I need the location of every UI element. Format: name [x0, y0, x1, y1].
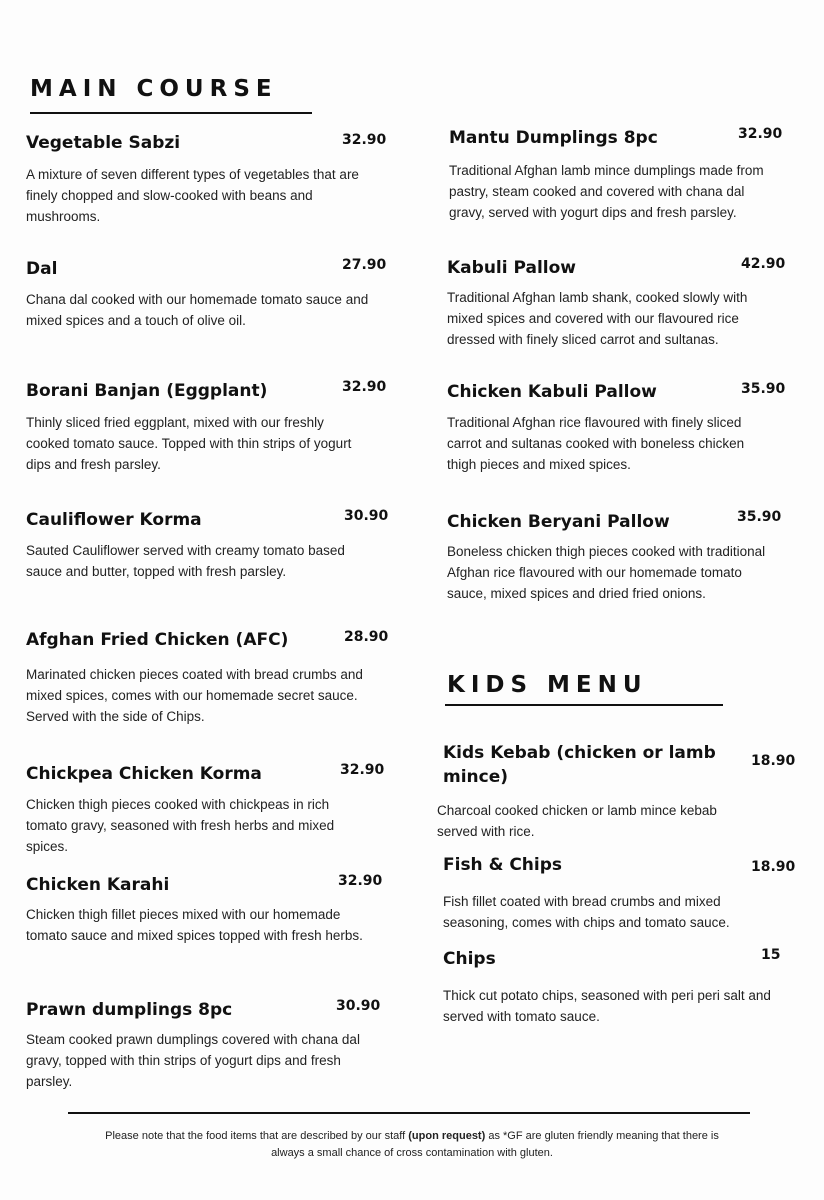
item-price: 32.90	[340, 762, 385, 778]
item-name: Prawn dumplings 8pc	[26, 1000, 233, 1020]
item-description: Thick cut potato chips, seasoned with peri peri salt and served with tomato sauce.	[443, 988, 771, 1024]
item-description: Traditional Afghan lamb mince dumplings made from pastry, steam cooked and covered with chana dal gravy, served with yogurt dips and fresh parsley.	[449, 163, 764, 220]
item-name: Chicken Beryani Pallow	[447, 512, 670, 532]
item-name: Chicken Karahi	[26, 875, 170, 895]
item-name: Kids Kebab (chicken or lamb mince)	[443, 743, 716, 787]
item-price: 32.90	[738, 126, 783, 142]
item-price: 35.90	[741, 381, 786, 397]
item-description: Chicken thigh pieces cooked with chickpeas in rich tomato gravy, seasoned with fresh herbs and mixed spices.	[26, 797, 335, 854]
item-name: Afghan Fried Chicken (AFC)	[26, 630, 289, 650]
item-name: Kabuli Pallow	[447, 258, 577, 278]
item-name: Vegetable Sabzi	[26, 133, 181, 153]
kids-menu-rule	[445, 704, 723, 706]
item-price: 35.90	[737, 509, 782, 525]
item-description: Thinly sliced fried eggplant, mixed with our freshly cooked tomato sauce. Topped with thin strips of yogurt dips and fresh parsley.	[26, 415, 352, 472]
item-name: Chips	[443, 949, 496, 969]
main-course-title: MAIN COURSE	[30, 76, 278, 102]
item-price: 42.90	[741, 256, 786, 272]
item-description: Sauted Cauliflower served with creamy tomato based sauce and butter, topped with fresh parsley.	[26, 543, 345, 579]
footer-note	[100, 1128, 724, 1162]
item-price: 30.90	[344, 508, 389, 524]
footer-note-emphasis: (upon request)	[408, 1130, 486, 1142]
item-description: Charcoal cooked chicken or lamb mince kebab served with rice.	[437, 803, 717, 839]
item-name: Chickpea Chicken Korma	[26, 764, 262, 784]
main-course-rule	[30, 112, 312, 114]
item-description: Traditional Afghan lamb shank, cooked slowly with mixed spices and covered with our flavoured rice dressed with finely sliced carrot and sultanas.	[447, 290, 748, 347]
item-price: 27.90	[342, 257, 387, 273]
item-name: Borani Banjan (Eggplant)	[26, 381, 268, 401]
item-description: Chicken thigh fillet pieces mixed with our homemade tomato sauce and mixed spices topped with fresh herbs.	[26, 907, 363, 943]
item-name: Fish & Chips	[443, 855, 563, 875]
item-price: 32.90	[338, 873, 383, 889]
footer-note-text-end: as *GF are gluten friendly meaning that there is always a small chance of cross contamination with gluten.	[271, 1130, 719, 1159]
item-price: 18.90	[751, 859, 796, 875]
item-description: Steam cooked prawn dumplings covered with chana dal gravy, topped with thin strips of yogurt dips and fresh parsley.	[26, 1032, 360, 1089]
footer-rule	[68, 1112, 750, 1114]
item-description: Traditional Afghan rice flavoured with finely sliced carrot and sultanas cooked with boneless chicken thigh pieces and mixed spices.	[447, 415, 745, 472]
item-price: 28.90	[344, 629, 389, 645]
footer-note-text: Please note that the food items that are described by our staff	[105, 1130, 406, 1142]
item-price: 32.90	[342, 132, 387, 148]
item-price: 15	[761, 947, 781, 963]
item-description: Chana dal cooked with our homemade tomato sauce and mixed spices and a touch of olive oil.	[26, 292, 369, 328]
item-name: Chicken Kabuli Pallow	[447, 382, 657, 402]
kids-menu-title: KIDS MENU	[447, 672, 648, 698]
item-price: 30.90	[336, 998, 381, 1014]
item-name: Dal	[26, 259, 58, 279]
item-description: Boneless chicken thigh pieces cooked with traditional Afghan rice flavoured with our homemade tomato sauce, mixed spices and dried fried onions.	[447, 544, 766, 601]
item-name: Cauliflower Korma	[26, 510, 202, 530]
item-description: A mixture of seven different types of vegetables that are finely chopped and slow-cooked with beans and mushrooms.	[26, 167, 359, 224]
item-description: Marinated chicken pieces coated with bread crumbs and mixed spices, comes with our homemade secret sauce. Served with the side of Chips.	[26, 667, 363, 724]
item-name: Mantu Dumplings 8pc	[449, 128, 658, 148]
item-description: Fish fillet coated with bread crumbs and mixed seasoning, comes with chips and tomato sauce.	[443, 894, 730, 930]
item-price: 32.90	[342, 379, 387, 395]
item-price: 18.90	[751, 753, 796, 769]
